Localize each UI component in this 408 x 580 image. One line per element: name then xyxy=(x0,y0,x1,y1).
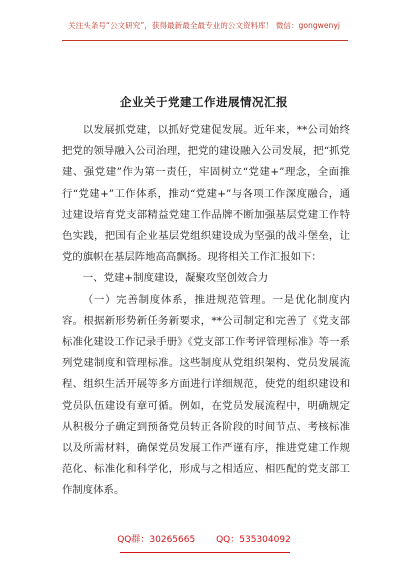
footer-qq-number: QQ：535304092 xyxy=(216,535,291,545)
document-title: 企业关于党建工作进展情况汇报 xyxy=(120,95,288,109)
footer-banner xyxy=(0,532,408,545)
header-divider xyxy=(62,40,348,41)
section-heading-1: 一、党建+制度建设，凝聚攻坚创效合力 xyxy=(82,272,269,285)
intro-paragraph: 以发展抓党建，以抓好党建促发展。近年来，**公司始终把党的领导融入公司治理，把党的建设融入公司发展，把“抓党建、强党建”作为第一责任，牢固树立“党建+”理念，全面推行“党建+”工作体系，推动“党建+”与各项工作深度融合，通过建设培育党支部精益党建工作品牌不断加强基层党建工作特色实践，把国有企业基层党组织建设成为坚强的战斗堡垒，让党的旗帜在基层阵地高高飘扬。现将相关工作汇报如下： xyxy=(62,124,350,264)
header-banner: 关注头条号“公文研究”，获得最新最全最专业的公文资料库！ 微信：gongwenyj xyxy=(68,21,340,30)
footer-qq-group: QQ群：30265665 xyxy=(117,535,196,545)
document-body xyxy=(62,120,350,502)
footer-divider xyxy=(120,552,290,553)
subsection-paragraph-1: （一）完善制度体系，推进规范管理。一是优化制度内容。根据新形势新任务新要求，**公司制定和完善了《党支部标准化建设工作记录手册》《党支部工作考评管理标准》等一系列党建制度和管理标准。这些制度从党组织架构、党员发展流程、组织生活开展等多方面进行详细规范，使党的组织建设和党员队伍建设有章可循。例如，在党员发展流程中，明确规定从积极分子确定到预备党员转正各阶段的时间节点、考核标准以及所需材料，确保党员发展工作严谨有序，推进党建工作规范化、标准化和科学化，形成与之相适应、相匹配的党支部工作制度体系。 xyxy=(62,293,350,497)
